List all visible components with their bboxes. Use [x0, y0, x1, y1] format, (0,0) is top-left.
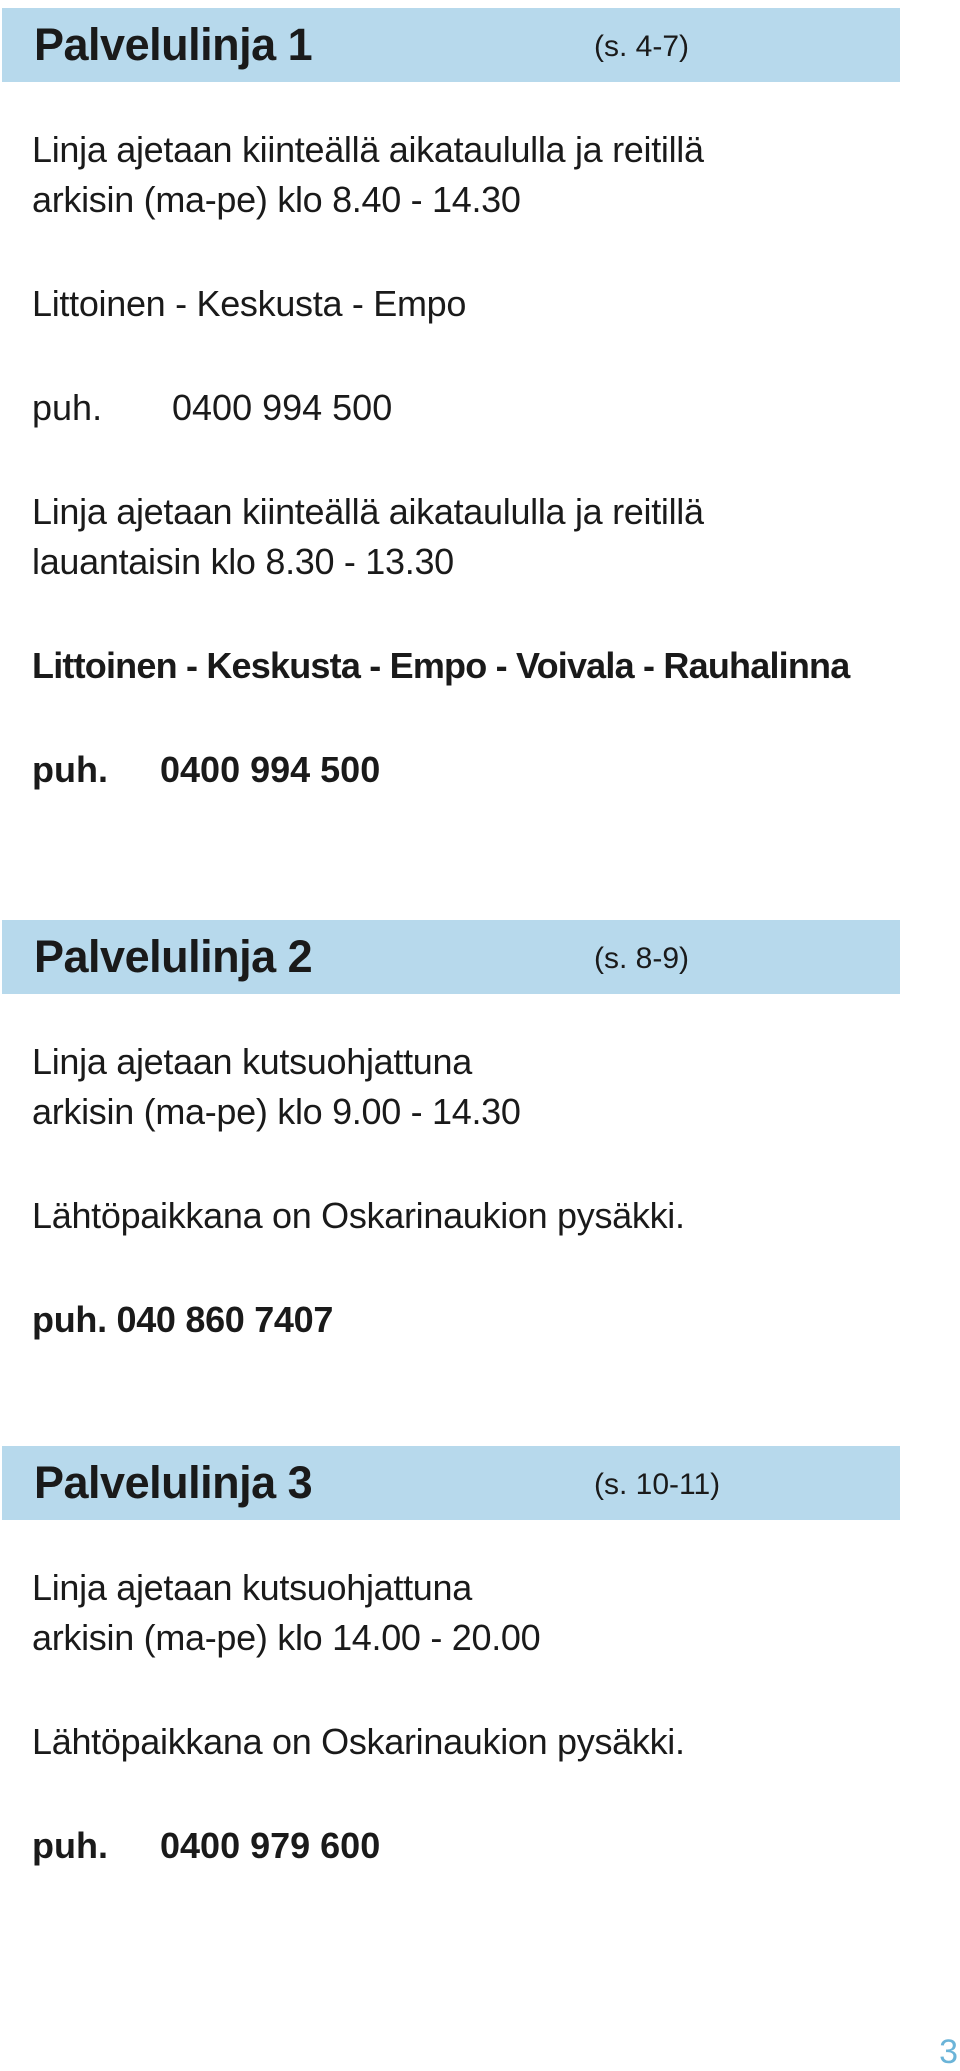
phone-label: puh. — [32, 749, 108, 790]
departure-location: Lähtöpaikkana on Oskarinaukion pysäkki. — [32, 1721, 685, 1762]
section-title: Palvelulinja 1 — [34, 19, 313, 70]
schedule-hours: arkisin (ma-pe) klo 14.00 - 20.00 — [32, 1617, 541, 1658]
schedule-description: Linja ajetaan kutsuohjattuna — [32, 1041, 472, 1082]
phone-number[interactable]: 0400 994 500 — [172, 387, 393, 428]
section-page-range: (s. 10-11) — [594, 1468, 721, 1501]
section-header-palvelulinja-1 — [2, 8, 900, 82]
schedule-description: Linja ajetaan kutsuohjattuna — [32, 1567, 472, 1608]
schedule-hours: arkisin (ma-pe) klo 9.00 - 14.30 — [32, 1091, 521, 1132]
section-page-range: (s. 4-7) — [594, 30, 690, 63]
phone-number[interactable]: puh. 040 860 7407 — [32, 1299, 334, 1340]
phone-number[interactable]: 0400 979 600 — [160, 1825, 381, 1866]
route-description: Littoinen - Keskusta - Empo - Voivala - Rauhalinna — [32, 645, 850, 686]
schedule-hours: arkisin (ma-pe) klo 8.40 - 14.30 — [32, 179, 521, 220]
section-page-range: (s. 8-9) — [594, 942, 690, 975]
departure-location: Lähtöpaikkana on Oskarinaukion pysäkki. — [32, 1195, 685, 1236]
phone-label: puh. — [32, 387, 103, 428]
schedule-description: Linja ajetaan kiinteällä aikataululla ja reitillä — [32, 129, 704, 170]
section-title: Palvelulinja 3 — [34, 1457, 313, 1508]
route-description: Littoinen - Keskusta - Empo — [32, 283, 467, 324]
section-header-palvelulinja-3 — [2, 1446, 900, 1520]
schedule-hours: lauantaisin klo 8.30 - 13.30 — [32, 541, 454, 582]
section-header-palvelulinja-2 — [2, 920, 900, 994]
phone-number[interactable]: 0400 994 500 — [160, 749, 381, 790]
schedule-description: Linja ajetaan kiinteällä aikataululla ja reitillä — [32, 491, 704, 532]
section-title: Palvelulinja 2 — [34, 931, 313, 982]
page-number: 3 — [939, 2033, 958, 2071]
phone-label: puh. — [32, 1825, 108, 1866]
